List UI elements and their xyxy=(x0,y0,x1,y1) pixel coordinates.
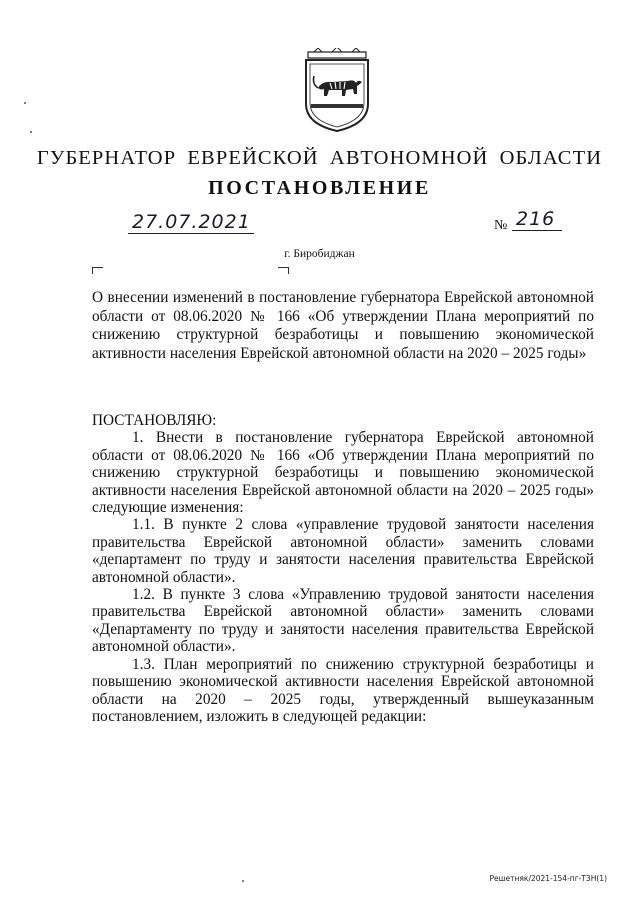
paragraph-1-1: 1.1. В пункте 2 слова «управление трудовой занятости населения правительства Еврейской автономной области» заменить словами «департамент по труду и занятости населения правительства Еврейской автономной области». xyxy=(92,516,594,586)
signature-date: 27.07.2021 xyxy=(128,211,254,234)
subject-bracket-right xyxy=(278,267,289,274)
footer-reference-code: Решетняк/2021-154-пг-ТЗН(1) xyxy=(489,874,607,883)
resolve-heading: ПОСТАНОВЛЯЮ: xyxy=(92,412,217,429)
scan-speck xyxy=(242,880,244,882)
city-name: г. Биробиджан xyxy=(284,248,355,260)
coat-of-arms-tiger-icon xyxy=(302,48,372,132)
paragraph-1: 1. Внести в постановление губернатора Еврейской автономной области от 08.06.2020 № 166 «Об утверждении Плана мероприятий по снижению структурной безработицы и повышению экономической активности населения Еврейской автономной области на 2020 – 2025 годы» следующие изменения: xyxy=(92,429,594,517)
paragraph-1-2: 1.2. В пункте 3 слова «Управлению трудовой занятости населения правительства Еврейской автономной области» заменить словами «Департаменту по труду и занятости населения правительства Еврейской автономной области». xyxy=(92,586,594,656)
subject-bracket-left xyxy=(92,267,103,274)
document-body xyxy=(92,412,594,725)
paragraph-1-3: 1.3. План мероприятий по снижению структурной безработицы и повышению экономической активности населения Еврейской автономной области на 2020 – 2025 годы, утвержденный вышеуказанным постановлением, изложить в следующей редакции: xyxy=(92,655,594,725)
authority-title: ГУБЕРНАТОР ЕВРЕЙСКОЙ АВТОНОМНОЙ ОБЛАСТИ xyxy=(36,147,603,169)
scan-speck xyxy=(24,102,26,104)
scan-speck xyxy=(30,131,32,133)
document-number: 216 xyxy=(512,208,562,231)
number-label: № xyxy=(494,218,508,233)
document-type: ПОСТАНОВЛЕНИЕ xyxy=(208,177,431,199)
document-subject: О внесении изменений в постановление губернатора Еврейской автономной области от 08.06.2020 № 166 «Об утверждении Плана мероприятий по снижению структурной безработицы и повышению экономической активности населения Еврейской автономной области на 2020 – 2025 годы» xyxy=(92,289,594,362)
